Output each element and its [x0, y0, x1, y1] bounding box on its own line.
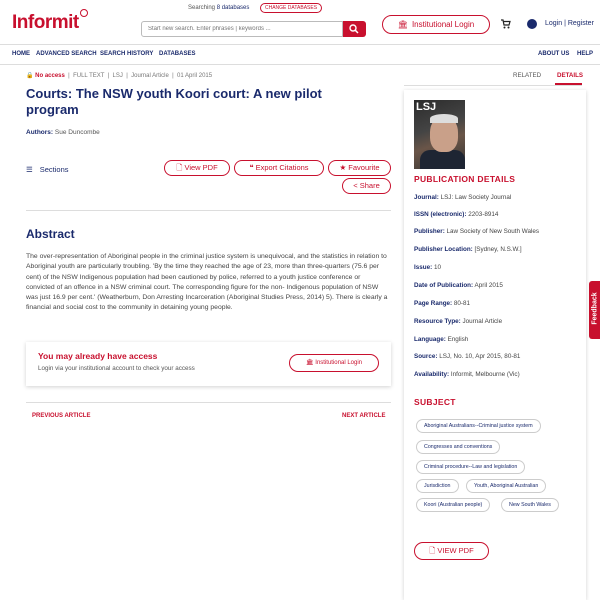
detail-availability: Availability: Informit, Melbourne (Vic): [414, 371, 520, 378]
share-icon: <: [353, 181, 358, 190]
search-button[interactable]: [343, 21, 366, 37]
tabs-divider: [404, 85, 582, 86]
authors-label: Authors:: [26, 129, 54, 136]
subject-tag[interactable]: Congresses and conventions: [416, 440, 500, 454]
pdf-icon: 🗋: [176, 163, 183, 172]
access-box: [26, 342, 391, 386]
subject-tag[interactable]: Jurisdiction: [416, 479, 459, 493]
detail-resource-type: Resource Type: Journal Article: [414, 318, 503, 325]
access-subtitle: Login via your institutional account to check your access: [38, 365, 195, 372]
pdf-icon: 🗋: [429, 546, 436, 555]
db-count[interactable]: 8 databases: [216, 5, 250, 11]
next-article-link[interactable]: NEXT ARTICLE: [342, 413, 386, 419]
previous-article-link[interactable]: PREVIOUS ARTICLE: [32, 413, 91, 419]
cart-icon[interactable]: [501, 19, 511, 31]
journal-abbr[interactable]: LSJ: [112, 73, 123, 79]
access-title: You may already have access: [38, 351, 158, 361]
feedback-tab[interactable]: [589, 281, 600, 339]
article-meta: 🔒 No access | FULL TEXT | LSJ | Journal Article | 01 April 2015: [26, 73, 213, 79]
divider: [26, 402, 391, 403]
publication-details-heading: PUBLICATION DETAILS: [414, 174, 516, 184]
subject-heading: SUBJECT: [414, 397, 456, 407]
journal-cover-image[interactable]: [414, 100, 465, 169]
subject-tag[interactable]: Aboriginal Australians--Criminal justice system: [416, 419, 541, 433]
subject-tag[interactable]: New South Wales: [501, 498, 559, 512]
subject-tag[interactable]: Koori (Australian people): [416, 498, 490, 512]
article-date: 01 April 2015: [177, 73, 213, 79]
detail-publisher: Publisher: Law Society of New South Wales: [414, 228, 540, 235]
searching-label: Searching: [188, 5, 216, 11]
subject-tag[interactable]: Youth, Aboriginal Australian: [466, 479, 546, 493]
authors-line: [26, 129, 100, 136]
change-databases-button[interactable]: CHANGE DATABASES: [260, 3, 322, 13]
detail-date: Date of Publication: April 2015: [414, 282, 503, 289]
divider: [26, 210, 391, 211]
login-register-link[interactable]: Login | Register: [545, 20, 594, 27]
institutional-login-button[interactable]: 🏛 Institutional Login: [382, 15, 490, 34]
journal-link[interactable]: LSJ: Law Society Journal: [440, 194, 512, 201]
tab-related[interactable]: RELATED: [513, 72, 542, 79]
share-button[interactable]: < Share: [342, 178, 391, 194]
informit-logo[interactable]: Informit: [12, 12, 79, 34]
detail-journal: Journal: LSJ: Law Society Journal: [414, 194, 512, 201]
star-icon: ★: [339, 163, 347, 172]
no-access-badge: 🔒 No access: [26, 73, 65, 79]
bank-icon: 🏛: [397, 20, 408, 29]
article-type: Journal Article: [131, 73, 169, 79]
tab-details[interactable]: DETAILS: [557, 72, 584, 79]
export-citations-button[interactable]: ❝ Export Citations: [234, 160, 324, 176]
nav-search-history[interactable]: SEARCH HISTORY: [100, 51, 154, 57]
cover-masthead: LSJ: [416, 101, 437, 113]
favourite-button[interactable]: ★ Favourite: [328, 160, 391, 176]
format-label: FULL TEXT: [73, 73, 105, 79]
subject-tag[interactable]: Criminal procedure--Law and legislation: [416, 460, 525, 474]
detail-source: Source: LSJ, No. 10, Apr 2015, 80-81: [414, 353, 521, 360]
top-bar: [0, 0, 600, 44]
abstract-heading: Abstract: [26, 227, 75, 241]
details-panel: [404, 90, 586, 600]
author-link[interactable]: Sue Duncombe: [54, 129, 100, 136]
detail-page-range: Page Range: 80-81: [414, 300, 471, 307]
nav-advanced-search[interactable]: ADVANCED SEARCH: [36, 51, 97, 57]
search-input[interactable]: [141, 21, 343, 37]
view-pdf-button-sidebar[interactable]: 🗋 VIEW PDF: [414, 542, 489, 560]
access-institutional-login-button[interactable]: 🏛 Institutional Login: [289, 354, 379, 372]
user-icon[interactable]: [527, 19, 537, 29]
detail-issue: Issue: 10: [414, 264, 441, 271]
nav-home[interactable]: HOME: [12, 51, 30, 57]
nav-databases[interactable]: DATABASES: [159, 51, 196, 57]
searching-info: [188, 5, 249, 11]
feedback-label: Feedback: [591, 292, 599, 325]
nav-about-us[interactable]: ABOUT US: [538, 51, 570, 57]
quote-icon: ❝: [249, 163, 254, 172]
list-icon: ☰: [26, 165, 33, 174]
main-nav: [0, 44, 600, 65]
active-tab-indicator: [555, 83, 582, 85]
article-title: Courts: The NSW youth Koori court: A new pilot program: [26, 86, 322, 117]
search-icon: [349, 24, 359, 34]
detail-issn: ISSN (electronic): 2203-8914: [414, 211, 499, 218]
lock-icon: 🔒: [26, 73, 34, 79]
detail-publisher-location: Publisher Location: [Sydney, N.S.W.]: [414, 246, 522, 253]
nav-help[interactable]: HELP: [577, 51, 594, 57]
abstract-text: The over-representation of Aboriginal people in the criminal justice system is unequivocal, and the statistics in relation to Aboriginal youth are particularly troubling. 'By the time they reached the age of 23, more than three-quarters (75.6 per cent) of the NSW Indigenous population had been cautioned by police, referred to a youth justice conference or convicted of an offence in a NSW criminal court. The corresponding figure for the non- Indigenous population of NSW was just 16.9 per cent.' (Weatherburn, Don Arresting Incarceration (Aboriginal Studies Press, 2014) 5). There is clearly a financial and social cost to the community in detaining young people.: [26, 253, 388, 312]
view-pdf-button[interactable]: 🗋 View PDF: [164, 160, 230, 176]
bank-icon: 🏛: [306, 360, 314, 366]
detail-language: Language: English: [414, 336, 469, 343]
sections-toggle[interactable]: ☰ Sections: [26, 165, 69, 174]
